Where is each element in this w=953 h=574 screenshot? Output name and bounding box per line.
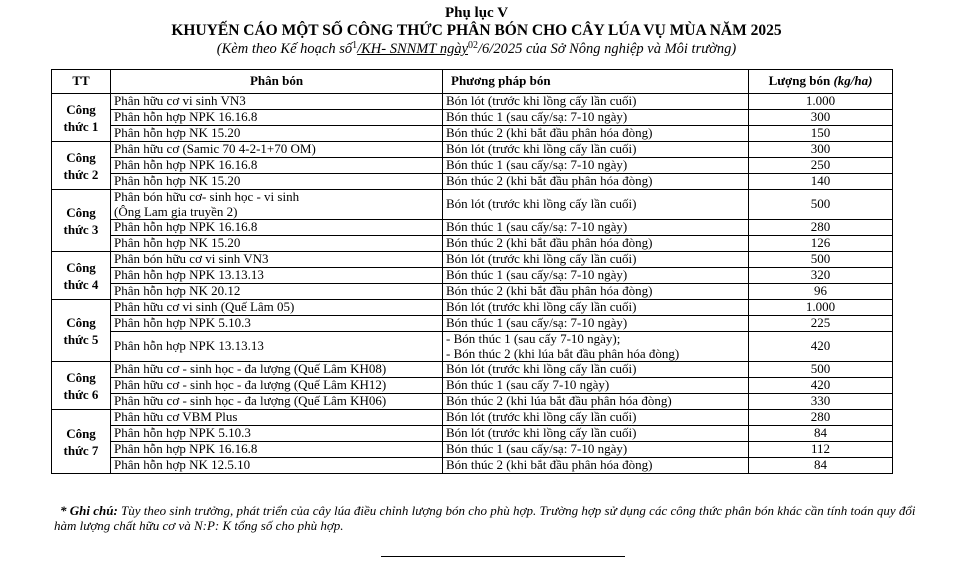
table-row — [52, 410, 893, 426]
formula-label: Công thức 3 — [52, 190, 111, 252]
amount-cell: 330 — [749, 394, 893, 410]
fertilizer-cell — [111, 458, 443, 474]
amount-cell: 150 — [749, 126, 893, 142]
header-fertilizer: Phân bón — [111, 70, 443, 94]
fertilizer-cell — [111, 110, 443, 126]
table-row — [52, 300, 893, 316]
amount-cell: 320 — [749, 268, 893, 284]
header-method: Phương pháp bón — [443, 70, 749, 94]
amount-cell: 500 — [749, 362, 893, 378]
fertilizer-name: Phân hỗn hợp NPK 5.10.3 — [114, 425, 251, 441]
subtitle-pre: (Kèm theo Kế hoạch số — [216, 41, 353, 57]
method-text: Bón thúc 2 (khi bắt đầu phân hóa đòng) — [446, 125, 653, 141]
method-cell — [443, 94, 749, 110]
footnote-label: * Ghi chú: — [60, 503, 118, 518]
fertilizer-cell — [111, 190, 443, 220]
method-cell — [443, 426, 749, 442]
amount-cell: 140 — [749, 174, 893, 190]
method-cell — [443, 442, 749, 458]
footnote — [54, 503, 916, 533]
formula-label: Công thức 1 — [52, 94, 111, 142]
table-row — [52, 378, 893, 394]
table-row — [52, 174, 893, 190]
method-text: Bón thúc 1 (sau cấy/sạ: 7-10 ngày) — [446, 267, 628, 283]
fertilizer-name: Phân hỗn hợp NK 15.20 — [114, 173, 241, 189]
table-row — [52, 442, 893, 458]
fertilizer-cell — [111, 220, 443, 236]
formula-label: Công thức 6 — [52, 362, 111, 410]
amount-cell: 126 — [749, 236, 893, 252]
amount-cell: 96 — [749, 284, 893, 300]
method-cell — [443, 458, 749, 474]
table-row — [52, 236, 893, 252]
method-text: Bón lót (trước khi lồng cấy lần cuối) — [446, 409, 637, 425]
method-text: Bón thúc 1 (sau cấy/sạ: 7-10 ngày) — [446, 441, 628, 457]
amount-cell: 300 — [749, 110, 893, 126]
method-text: Bón thúc 2 (khi lúa bắt đầu phân hóa đòng) — [446, 393, 672, 409]
fertilizer-name: Phân hữu cơ vi sinh VN3 — [114, 93, 246, 109]
fertilizer-cell — [111, 316, 443, 332]
subtitle-post: /6/2025 của Sở Nông nghiệp và Môi trường) — [478, 41, 737, 57]
fertilizer-name: Phân hữu cơ - sinh học - đa lượng (Quế Lâm KH08) — [114, 361, 387, 377]
table-row — [52, 190, 893, 220]
fertilizer-cell — [111, 94, 443, 110]
method-text: Bón thúc 1 (sau cấy 7-10 ngày) — [446, 377, 610, 393]
method-cell — [443, 110, 749, 126]
fertilizer-cell — [111, 158, 443, 174]
fertilizer-cell — [111, 426, 443, 442]
fertilizer-cell — [111, 252, 443, 268]
fertilizer-name: Phân hỗn hợp NK 15.20 — [114, 235, 241, 251]
formula-label: Công thức 2 — [52, 142, 111, 190]
document-subtitle — [0, 41, 953, 58]
fertilizer-name: Phân hỗn hợp NPK 13.13.13 — [114, 267, 264, 283]
table-row — [52, 94, 893, 110]
amount-cell: 250 — [749, 158, 893, 174]
method-cell — [443, 362, 749, 378]
fertilizer-name: Phân hữu cơ VBM Plus — [114, 409, 238, 425]
fertilizer-name: Phân hỗn hợp NK 20.12 — [114, 283, 241, 299]
document-title: KHUYẾN CÁO MỘT SỐ CÔNG THỨC PHÂN BÓN CHO CÂY LÚA VỤ MÙA NĂM 2025 — [171, 22, 782, 39]
method-text: Bón lót (trước khi lồng cấy lần cuối) — [446, 141, 637, 157]
bottom-rule — [381, 556, 625, 557]
header-amount-unit: (kg/ha) — [833, 73, 873, 89]
table-row — [52, 284, 893, 300]
fertilizer-name: Phân hữu cơ - sinh học - đa lượng (Quế Lâm KH06) — [114, 393, 387, 409]
subtitle-mid: /KH- SNNMT ngày — [357, 41, 469, 57]
method-cell — [443, 378, 749, 394]
amount-cell: 280 — [749, 220, 893, 236]
method-cell — [443, 126, 749, 142]
fertilizer-name: Phân hỗn hợp NK 15.20 — [114, 125, 241, 141]
fertilizer-name: Phân hỗn hợp NPK 16.16.8 — [114, 219, 258, 235]
fertilizer-cell — [111, 394, 443, 410]
method-text: Bón thúc 2 (khi bắt đầu phân hóa đòng) — [446, 457, 653, 473]
table-row — [52, 158, 893, 174]
fertilizer-name: Phân hỗn hợp NPK 16.16.8 — [114, 109, 258, 125]
table-row — [52, 126, 893, 142]
method-text: Bón thúc 2 (khi bắt đầu phân hóa đòng) — [446, 235, 653, 251]
fertilizer-name: Phân hỗn hợp NK 12.5.10 — [114, 457, 251, 473]
amount-cell: 84 — [749, 426, 893, 442]
table-row — [52, 332, 893, 362]
table-header-row — [52, 70, 893, 94]
fertilizer-cell — [111, 378, 443, 394]
method-text: Bón lót (trước khi lồng cấy lần cuối) — [446, 251, 637, 267]
amount-cell: 300 — [749, 142, 893, 158]
appendix-label: Phụ lục V — [444, 5, 509, 21]
fertilizer-name: Phân hỗn hợp NPK 5.10.3 — [114, 315, 251, 331]
method-text: Bón thúc 1 (sau cấy/sạ: 7-10 ngày) — [446, 315, 628, 331]
table-row — [52, 426, 893, 442]
header-amount-label: Lượng bón — [768, 73, 831, 89]
fertilizer-name: Phân hữu cơ (Samic 70 4-2-1+70 OM) — [114, 141, 316, 157]
table-row — [52, 252, 893, 268]
method-text: Bón thúc 1 (sau cấy/sạ: 7-10 ngày) — [446, 157, 628, 173]
table-row — [52, 458, 893, 474]
table-body — [52, 94, 893, 474]
method-text: Bón lót (trước khi lồng cấy lần cuối) — [446, 196, 637, 212]
method-cell — [443, 236, 749, 252]
method-text: Bón lót (trước khi lồng cấy lần cuối) — [446, 299, 637, 315]
footnote-text: Tùy theo sinh trưởng, phát triển của cây lúa điều chỉnh lượng bón cho phù hợp. Trường hợp sử dụng các công thức phân bón khác cần tính toán quy đổi hàm lượng chất hữu cơ và N:P: K tổng số cho phù hợp. — [54, 503, 916, 533]
amount-cell: 84 — [749, 458, 893, 474]
fertilizer-cell — [111, 126, 443, 142]
formula-label: Công thức 7 — [52, 410, 111, 474]
amount-cell: 280 — [749, 410, 893, 426]
method-cell — [443, 142, 749, 158]
fertilizer-cell — [111, 142, 443, 158]
fertilizer-table — [51, 69, 893, 474]
method-cell — [443, 220, 749, 236]
method-text: Bón thúc 2 (khi bắt đầu phân hóa đòng) — [446, 173, 653, 189]
table-row — [52, 316, 893, 332]
fertilizer-name: Phân bón hữu cơ vi sinh VN3 — [114, 251, 269, 267]
method-text: Bón lót (trước khi lồng cấy lần cuối) — [446, 425, 637, 441]
method-cell — [443, 410, 749, 426]
method-cell — [443, 268, 749, 284]
amount-cell: 1.000 — [749, 94, 893, 110]
header-amount — [749, 70, 893, 94]
header-tt: TT — [52, 70, 111, 94]
fertilizer-cell — [111, 410, 443, 426]
amount-cell: 112 — [749, 442, 893, 458]
formula-label: Công thức 5 — [52, 300, 111, 362]
fertilizer-cell — [111, 174, 443, 190]
fertilizer-cell — [111, 236, 443, 252]
fertilizer-name: Phân hỗn hợp NPK 13.13.13 — [114, 338, 264, 354]
amount-cell: 500 — [749, 190, 893, 220]
method-cell — [443, 300, 749, 316]
fertilizer-cell — [111, 268, 443, 284]
method-text: Bón lót (trước khi lồng cấy lần cuối) — [446, 361, 637, 377]
fertilizer-cell — [111, 362, 443, 378]
fertilizer-name: Phân hỗn hợp NPK 16.16.8 — [114, 441, 258, 457]
formula-label: Công thức 4 — [52, 252, 111, 300]
method-text: Bón thúc 1 (sau cấy/sạ: 7-10 ngày) — [446, 109, 628, 125]
method-cell — [443, 174, 749, 190]
amount-cell: 500 — [749, 252, 893, 268]
amount-cell: 420 — [749, 332, 893, 362]
method-text: Bón thúc 1 (sau cấy/sạ: 7-10 ngày) — [446, 219, 628, 235]
method-cell — [443, 332, 749, 362]
table-row — [52, 394, 893, 410]
fertilizer-name: Phân hỗn hợp NPK 16.16.8 — [114, 157, 258, 173]
fertilizer-name: Phân hữu cơ - sinh học - đa lượng (Quế Lâm KH12) — [114, 377, 387, 393]
table-row — [52, 110, 893, 126]
amount-cell: 1.000 — [749, 300, 893, 316]
method-cell — [443, 158, 749, 174]
method-text: Bón thúc 2 (khi bắt đầu phân hóa đòng) — [446, 283, 653, 299]
method-cell — [443, 394, 749, 410]
method-cell — [443, 316, 749, 332]
fertilizer-cell — [111, 284, 443, 300]
table-row — [52, 220, 893, 236]
method-text: Bón lót (trước khi lồng cấy lần cuối) — [446, 93, 637, 109]
fertilizer-cell — [111, 300, 443, 316]
method-text: - Bón thúc 1 (sau cấy 7-10 ngày); — [446, 331, 621, 346]
fertilizer-name-line2: (Ông Lam gia truyền 2) — [114, 203, 238, 219]
fertilizer-name: Phân hữu cơ vi sinh (Quế Lâm 05) — [114, 299, 295, 315]
subtitle-num1: 1 — [352, 40, 358, 51]
fertilizer-cell — [111, 442, 443, 458]
table-row — [52, 142, 893, 158]
method-text-line2: - Bón thúc 2 (khi lúa bắt đầu phân hóa đòng) — [446, 345, 680, 361]
amount-cell: 225 — [749, 316, 893, 332]
table-row — [52, 268, 893, 284]
subtitle-num2: 02 — [468, 40, 479, 51]
method-cell — [443, 190, 749, 220]
table-row — [52, 362, 893, 378]
method-cell — [443, 252, 749, 268]
amount-cell: 420 — [749, 378, 893, 394]
fertilizer-cell — [111, 332, 443, 362]
method-cell — [443, 284, 749, 300]
fertilizer-name: Phân bón hữu cơ- sinh học - vi sinh — [114, 189, 300, 204]
